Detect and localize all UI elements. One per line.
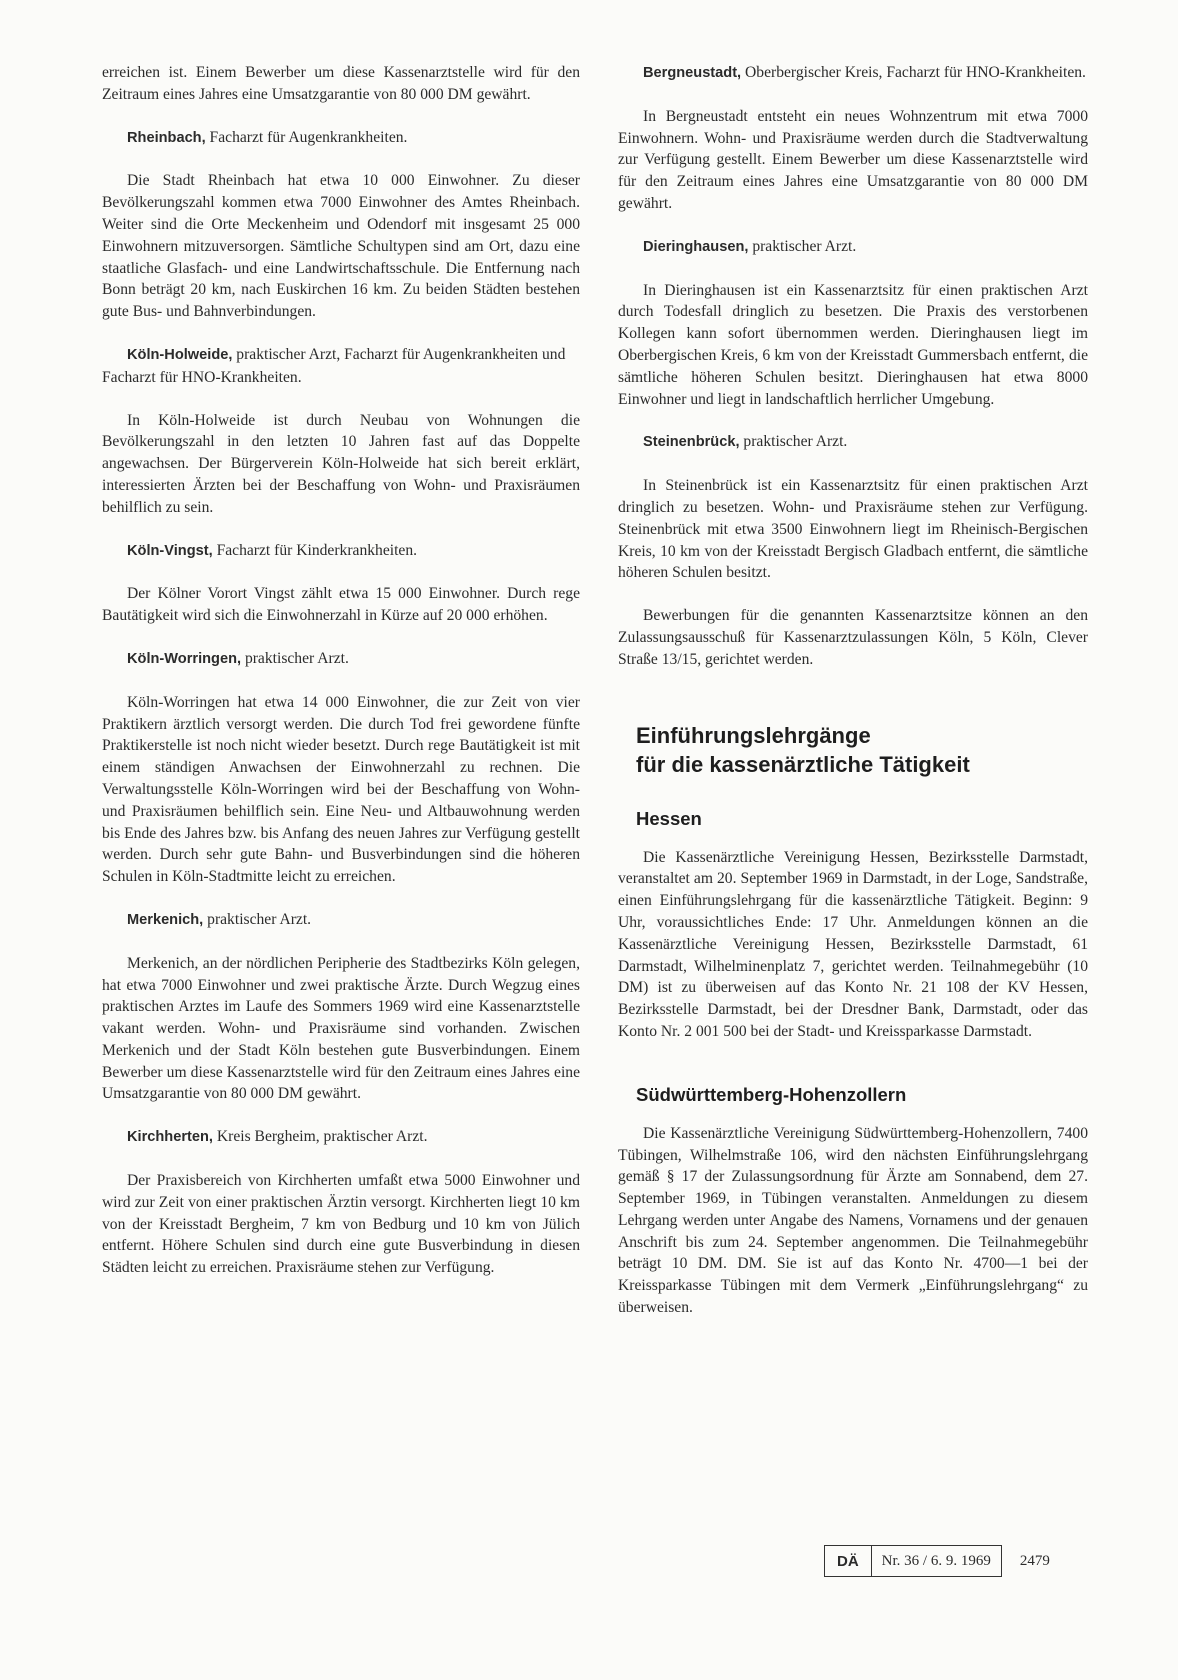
journal-logo: DÄ xyxy=(825,1546,872,1576)
place-name: Kirchherten, xyxy=(127,1129,213,1146)
specialty: Facharzt für Augenkrankheiten. xyxy=(205,128,408,146)
subsection-title-hessen: Hessen xyxy=(636,807,702,829)
right-column xyxy=(618,62,1088,1319)
listing-heading xyxy=(102,127,580,150)
issue-label: Nr. 36 / 6. 9. 1969 xyxy=(881,1552,991,1569)
listing-heading xyxy=(102,1126,580,1149)
place-name: Köln-Vingst, xyxy=(127,542,213,559)
listing-heading xyxy=(618,236,1088,259)
paragraph: In Dieringhausen ist ein Kassenarztsitz für einen praktischen Arzt durch Todesfall dringlich zu besetzen. Die Praxis des verstorbenen Kollegen kann sofort übernommen werden. Dieringhausen liegt im Oberbergischen Kreis, 6 km von der Kreisstadt Gummersbach entfernt, die sämtliche höheren Schulen besitzt. Dieringhausen hat etwa 8000 Einwohner und liegt in landschaftlich herrlicher Umgebung. xyxy=(618,281,1088,408)
section-title-line-2: für die kassenärztliche Tätigkeit xyxy=(636,751,970,777)
listing-heading xyxy=(618,62,1088,85)
paragraph: Der Praxisbereich von Kirchherten umfaßt etwa 5000 Einwohner und wird zur Zeit von einer praktischen Ärztin versorgt. Kirchherten liegt 10 km von der Kreisstadt Bergheim, 7 km von Bedburg und 10 km von Jülich entfernt. Höhere Schulen sind durch eine gute Busverbindung in diesen Städten leicht zu erreichen. Praxisräume stehen zur Verfügung. xyxy=(102,1172,580,1277)
paragraph: Die Kassenärztliche Vereinigung Südwürttemberg-Hohenzollern, 7400 Tübingen, Wilhelmstraße 106, wird den nächsten Einführungslehrgang gemäß § 17 der Zulassungsordnung für Ärzte am Sonnabend, dem 27. September 1969, in Tübingen veranstalten. Anmeldungen zu diesem Lehrgang werden unter Angabe des Namens, Vornamens und der genauen Anschrift bis zum 24. September angenommen. Die Teilnahmegebühr beträgt 10 DM. DM. Sie ist auf das Konto Nr. 4700—1 bei der Kreissparkasse Tübingen mit dem Vermerk „Einführungslehrgang“ zu überweisen. xyxy=(618,1124,1088,1317)
paragraph: In Köln-Holweide ist durch Neubau von Wohnungen die Bevölkerungszahl in den letzten 10 Jahren fast auf das Doppelte angewachsen. Der Bürgerverein Köln-Holweide hat sich bereit erklärt, interessierten Ärzten bei der Beschaffung von Wohn- und Praxisräumen behilflich zu sein. xyxy=(102,411,580,516)
paragraph: Köln-Worringen hat etwa 14 000 Einwohner, die zur Zeit von vier Praktikern ärztlich versorgt werden. Die durch Tod frei gewordene fünfte Praktikerstelle ist noch nicht wieder besetzt. Durch rege Bautätigkeit ist mit einem ständigen Anwachsen der Einwohnerzahl zu rechnen. Die Verwaltungsstelle Köln-Worringen wird bei der Beschaffung von Wohn- und Praxisräumen behilflich sein. Eine Neu- und Altbauwohnung werden bis Ende des Jahres bzw. bis Anfang des neuen Jahres zur Verfügung gestellt werden. Durch sehr gute Bahn- und Busverbindungen sind die höheren Schulen in Köln-Stadtmitte leicht zu erreichen. xyxy=(102,693,580,886)
specialty: praktischer Arzt. xyxy=(203,910,312,928)
section-title-line-1: Einführungslehrgänge xyxy=(636,722,871,748)
place-name: Bergneustadt, xyxy=(643,65,742,81)
place-name: Köln-Holweide, xyxy=(127,346,233,363)
subsection-title-suedwuerttemberg: Südwürttemberg-Hohenzollern xyxy=(636,1083,907,1105)
page-number: 2479 xyxy=(1019,1552,1050,1569)
specialty: Oberbergischer Kreis, Facharzt für HNO-Krankheiten. xyxy=(741,64,1086,81)
paragraph: Merkenich, an der nördlichen Peripherie des Stadtbezirks Köln gelegen, hat etwa 7000 Einwohner und zwei praktische Ärzte. Durch Wegzug eines praktischen Arztes im Laufe des Sommers 1969 wird eine Kassenarztstelle vakant werden. Wohn- und Praxisräume sind vorhanden. Zwischen Merkenich und der Stadt Köln bestehen gute Busverbindungen. Einem Bewerber um diese Kassenarztstelle wird für den Zeitraum eines Jahres eine Umsatzgarantie von 80 000 DM gewährt. xyxy=(102,954,580,1103)
paragraph: In Bergneustadt entsteht ein neues Wohnzentrum mit etwa 7000 Einwohnern. Wohn- und Praxisräume werden durch die Stadtverwaltung zur Verfügung gestellt. Einem Bewerber um diese Kassenarztstelle wird für den Zeitraum eines Jahres eine Umsatzgarantie von 80 000 DM gewährt. xyxy=(618,107,1088,212)
listing-heading xyxy=(618,431,1088,454)
listing-heading xyxy=(102,344,580,389)
specialty: praktischer Arzt. xyxy=(748,237,857,255)
paragraph: In Steinenbrück ist ein Kassenarztsitz für einen praktischen Arzt dringlich zu besetzen. Wohn- und Praxisräume stehen zur Verfügung. Steinenbrück mit etwa 3500 Einwohnern liegt im Rheinisch-Bergischen Kreis, 10 km von der Kreisstadt Bergisch Gladbach entfernt, die sämtliche höheren Schulen besitzt. xyxy=(618,477,1088,582)
place-name: Rheinbach, xyxy=(127,129,206,146)
paragraph: Der Kölner Vorort Vingst zählt etwa 15 000 Einwohner. Durch rege Bautätigkeit wird sich die Einwohnerzahl in Kürze auf 20 000 erhöhen. xyxy=(102,585,580,625)
paragraph: erreichen ist. Einem Bewerber um diese Kassenarztstelle wird für den Zeitraum eines Jahres eine Umsatzgarantie von 80 000 DM gewährt. xyxy=(102,64,580,103)
section-title xyxy=(618,721,1088,779)
journal-box xyxy=(824,1545,1002,1577)
listing-heading xyxy=(102,909,580,932)
specialty: praktischer Arzt, Facharzt für Augenkrankheiten und Facharzt für HNO-Krankheiten. xyxy=(102,345,566,386)
left-column xyxy=(102,62,580,1279)
paragraph: Die Kassenärztliche Vereinigung Hessen, Bezirksstelle Darmstadt, veranstaltet am 20. September 1969 in Darmstadt, in der Loge, Sandstraße, einen Einführungslehrgang für die kassenärztliche Tätigkeit. Beginn: 9 Uhr, voraussichtliches Ende: 17 Uhr. Anmeldungen können an die Kassenärztliche Vereinigung Hessen, Bezirksstelle Darmstadt, 61 Darmstadt, Wilhelminenplatz 7, gerichtet werden. Teilnahmegebühr (10 DM) ist zu überweisen auf das Konto Nr. 21 108 der KV Hessen, Bezirksstelle Darmstadt, bei der Dresdner Bank, Darmstadt, oder das Konto Nr. 2 001 500 bei der Stadt- und Kreissparkasse Darmstadt. xyxy=(618,848,1088,1040)
specialty: Facharzt für Kinderkrankheiten. xyxy=(212,541,418,559)
place-name: Dieringhausen, xyxy=(643,238,749,255)
place-name: Köln-Worringen, xyxy=(127,650,242,667)
place-name: Merkenich, xyxy=(127,911,204,928)
listing-heading xyxy=(102,540,580,563)
paragraph: Bewerbungen für die genannten Kassenarztsitze können an den Zulassungsausschuß für Kassenarztzulassungen Köln, 5 Köln, Clever Straße 13/15, gerichtet werden. xyxy=(618,607,1088,668)
specialty: praktischer Arzt. xyxy=(739,433,848,451)
place-name: Steinenbrück, xyxy=(643,434,740,451)
paragraph: Die Stadt Rheinbach hat etwa 10 000 Einwohner. Zu dieser Bevölkerungszahl kommen etwa 7000 Einwohner des Amtes Rheinbach. Weiter sind die Orte Meckenheim und Odendorf mit insgesamt 25 000 Einwohnern mitzuversorgen. Sämtliche Schultypen sind am Ort, dazu eine staatliche Glasfach- und eine Landwirtschaftsschule. Die Entfernung nach Bonn beträgt 20 km, nach Euskirchen 16 km. Zu beiden Städten bestehen gute Bus- und Bahnverbindungen. xyxy=(102,172,580,321)
page-footer xyxy=(824,1545,1050,1577)
listing-heading xyxy=(102,648,580,671)
specialty: praktischer Arzt. xyxy=(241,649,349,667)
specialty: Kreis Bergheim, praktischer Arzt. xyxy=(212,1128,428,1146)
